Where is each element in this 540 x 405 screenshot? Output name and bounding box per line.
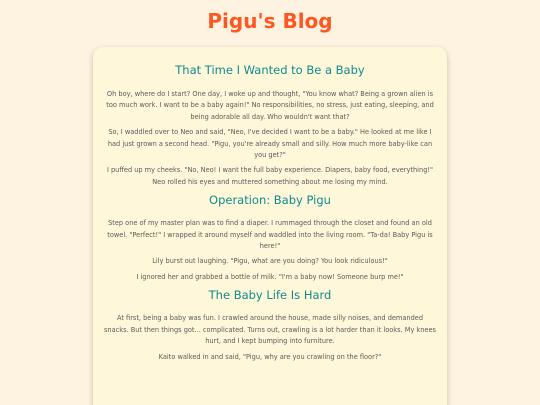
paragraph: Kaito walked in and said, "Pigu, why are you crawling on the floor?" — [158, 352, 382, 361]
paragraph: Step one of my master plan was to find a diaper. I rummaged through the closet and found an old towel. "Perfect!" I wrapped it around myself and waddled into the living room. "Ta-da! Baby Pigu is here!" — [107, 219, 433, 251]
blog-post-card — [93, 47, 447, 405]
section-heading-operation-baby-pigu: Operation: Baby Pigu — [209, 193, 331, 208]
paragraph: I puffed up my cheeks. "No, Neo! I want the full baby experience. Diapers, baby food, everything!" Neo rolled his eyes and muttered something about me losing my mind. — [106, 166, 434, 186]
paragraph: I ignored her and grabbed a bottle of milk. "I'm a baby now! Someone burp me!" — [136, 272, 404, 281]
paragraph: Oh boy, where do I start? One day, I woke up and thought, "You know what? Being a grown alien is too much work. I want to be a baby again!" No responsibilities, no stress, just eating, sleeping, and being adorable all day. Who wouldn't want that? — [106, 90, 434, 121]
paragraph: At first, being a baby was fun. I crawled around the house, made silly noises, and demanded snacks. But then things got... complicated. Turns out, crawling is a lot harder than it looks. My knees hurt, and I kept bumping into furniture. — [104, 314, 436, 346]
blog-title: Pigu's Blog — [207, 9, 333, 33]
section-heading-baby-life-hard: The Baby Life Is Hard — [208, 288, 332, 303]
paragraph: So, I waddled over to Neo and said, "Neo, I've decided I want to be a baby." He looked at me like I had just grown a second head. "Pigu, you're already small and silly. How much more baby-like can you get?" — [107, 128, 433, 160]
paragraph: Lily burst out laughing. "Pigu, what are you doing? You look ridiculous!" — [152, 257, 388, 266]
section-heading-wanted-baby: That Time I Wanted to Be a Baby — [175, 63, 365, 77]
